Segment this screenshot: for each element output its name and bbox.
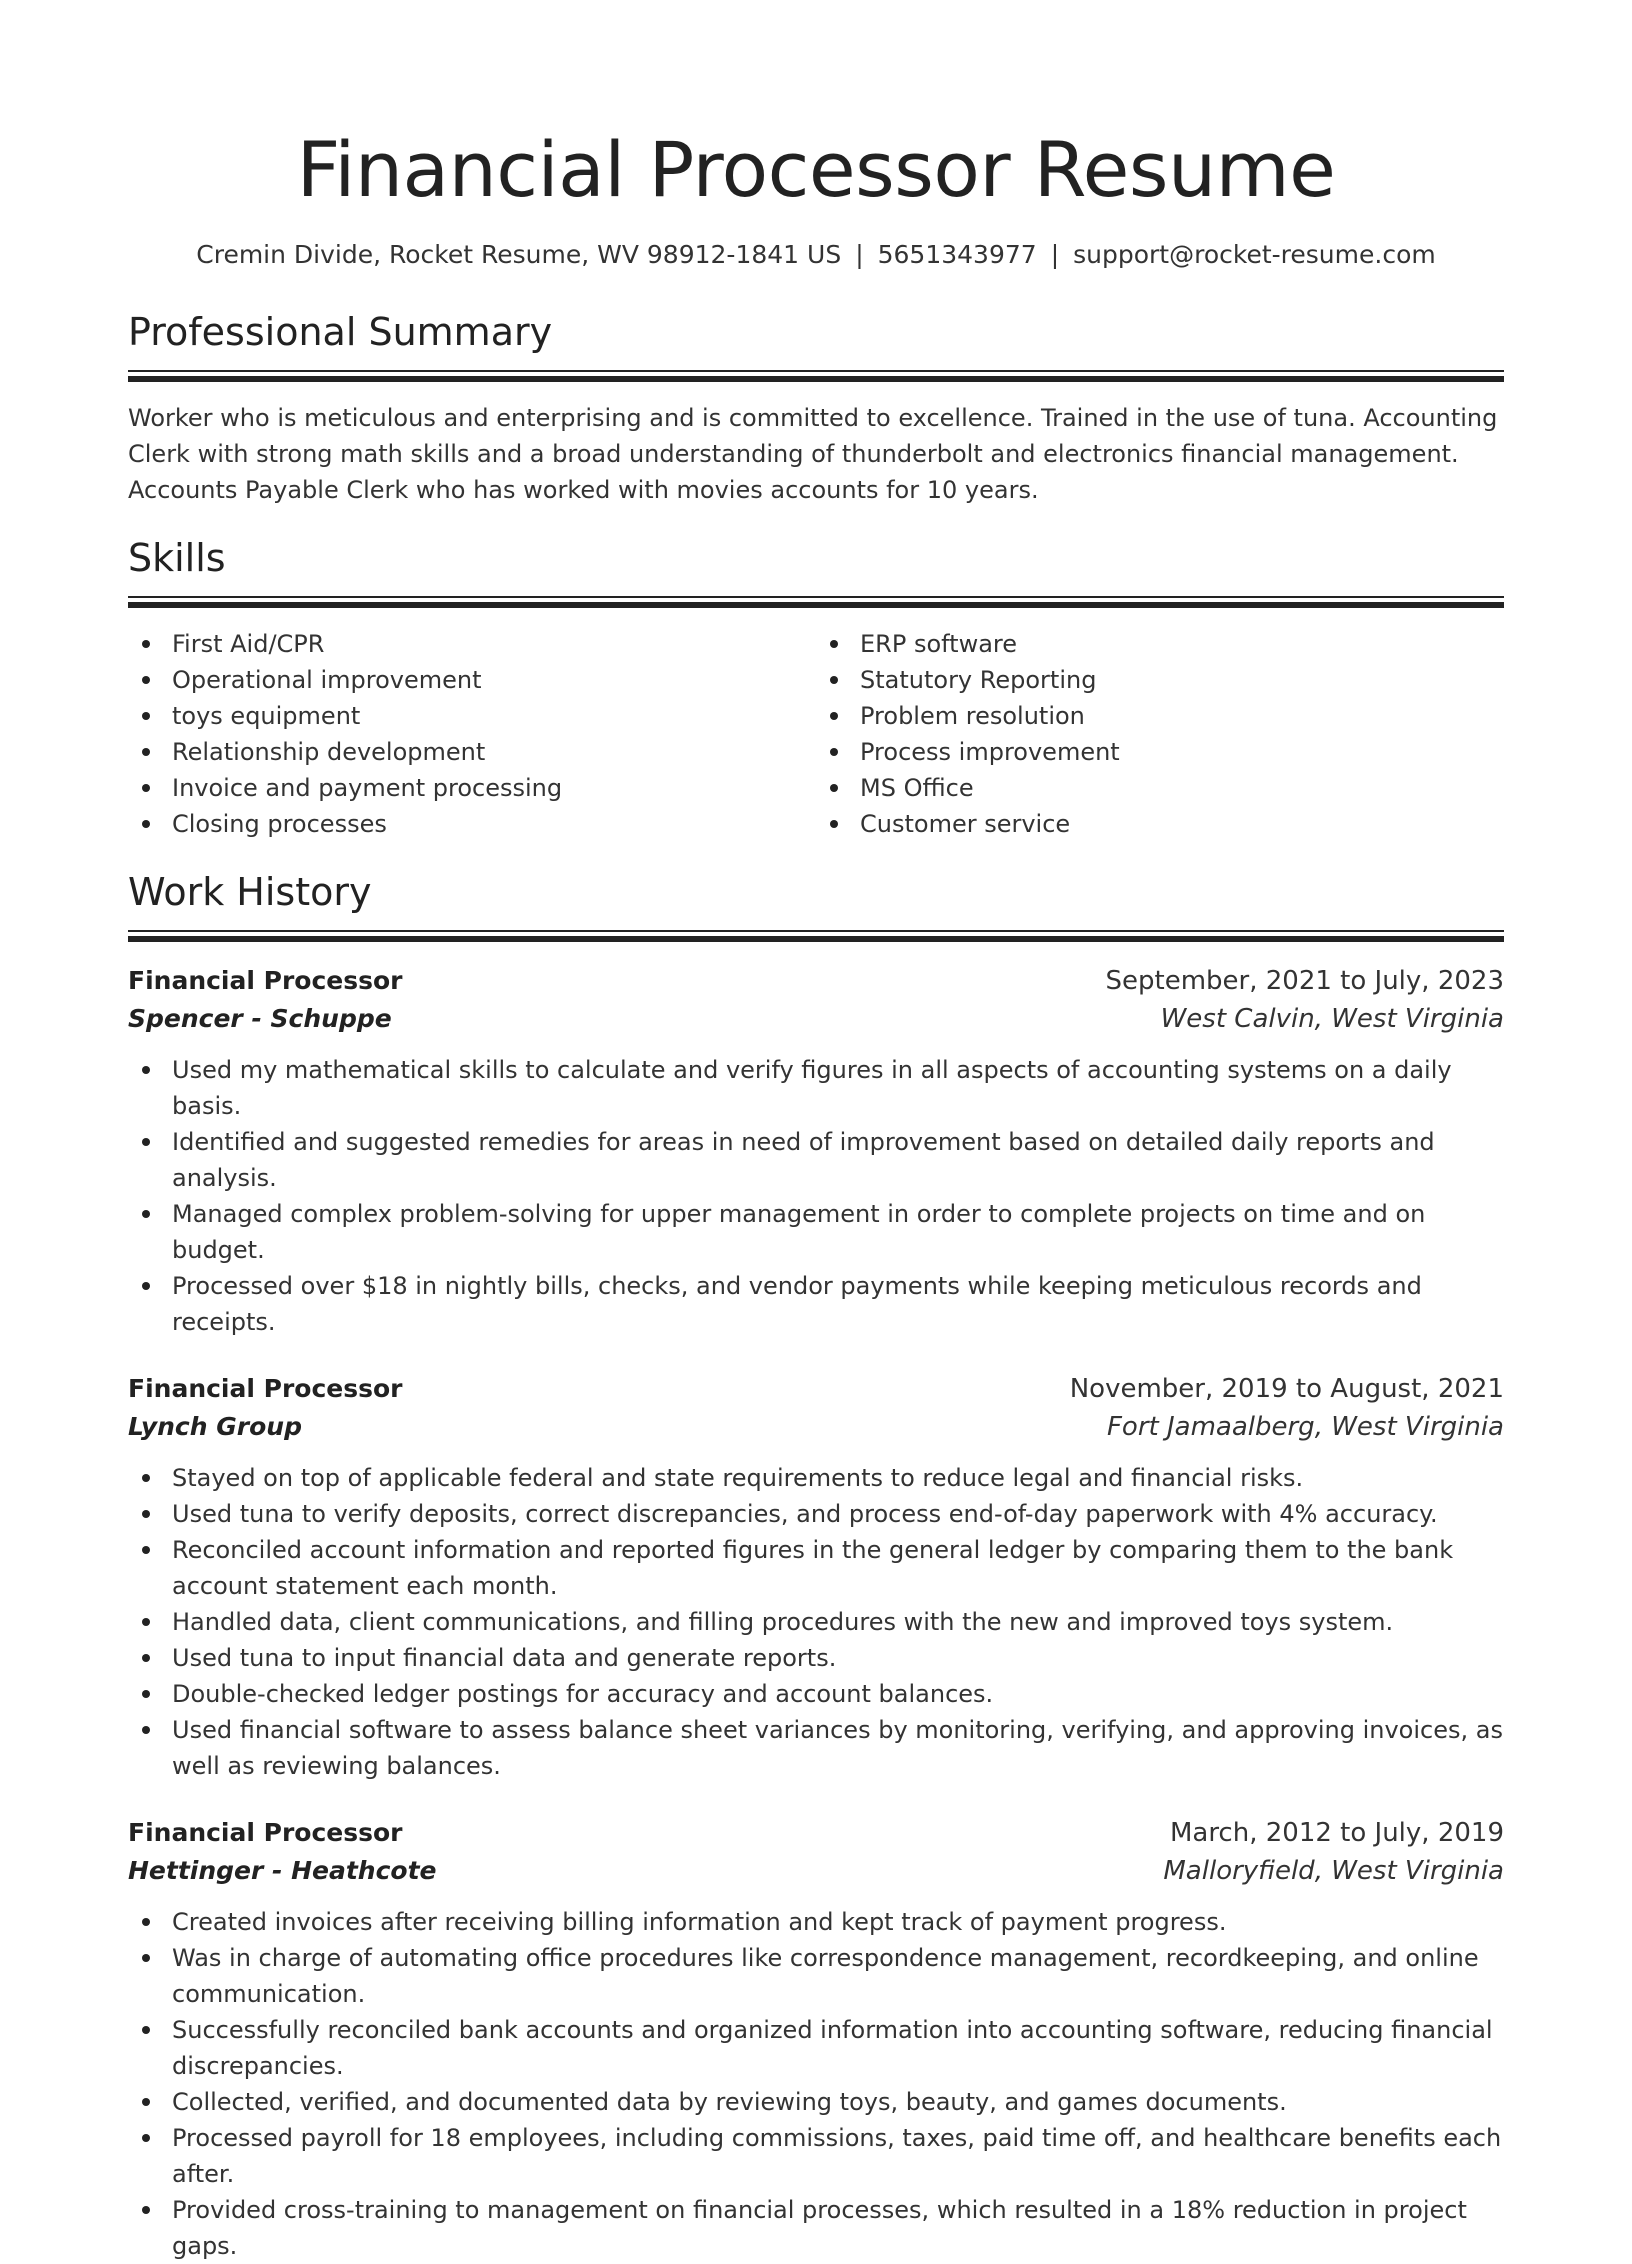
job-bullet: Processed payroll for 18 employees, including commissions, taxes, paid time off, and healthcare benefits each after. xyxy=(128,2120,1504,2192)
job-entry xyxy=(128,1814,1504,2264)
job-company: Hettinger - Heathcote xyxy=(128,1856,437,1885)
skill-item: toys equipment xyxy=(128,698,816,734)
job-bullet: Created invoices after receiving billing information and kept track of payment progress. xyxy=(128,1904,1504,1940)
job-bullets xyxy=(128,1460,1504,1784)
summary-heading: Professional Summary xyxy=(128,310,553,354)
job-subheader-row xyxy=(128,1000,1504,1038)
section-header xyxy=(128,308,1504,382)
job-bullet: Was in charge of automating office procedures like correspondence management, recordkeeping, and online communication. xyxy=(128,1940,1504,2012)
job-bullets xyxy=(128,1904,1504,2264)
job-bullet: Collected, verified, and documented data by reviewing toys, beauty, and games documents. xyxy=(128,2084,1504,2120)
section-divider xyxy=(128,596,1504,608)
skill-item: First Aid/CPR xyxy=(128,626,816,662)
job-title: Financial Processor xyxy=(128,1374,403,1403)
skill-item: Relationship development xyxy=(128,734,816,770)
section-header xyxy=(128,534,1504,608)
job-bullet: Stayed on top of applicable federal and state requirements to reduce legal and financial risks. xyxy=(128,1460,1504,1496)
skills-list-right xyxy=(816,626,1504,842)
skill-item: Problem resolution xyxy=(816,698,1504,734)
contact-separator: | xyxy=(1050,240,1060,269)
skill-item: Operational improvement xyxy=(128,662,816,698)
job-header-row xyxy=(128,962,1504,1000)
job-bullet: Managed complex problem-solving for upper management in order to complete projects on time and on budget. xyxy=(128,1196,1504,1268)
job-title: Financial Processor xyxy=(128,966,403,995)
jobs-list xyxy=(128,962,1504,2264)
job-bullet: Double-checked ledger postings for accuracy and account balances. xyxy=(128,1676,1504,1712)
job-bullet: Reconciled account information and reported figures in the general ledger by comparing them to the bank account statement each month. xyxy=(128,1532,1504,1604)
job-company: Spencer - Schuppe xyxy=(128,1004,392,1033)
skill-item: Customer service xyxy=(816,806,1504,842)
job-bullet: Successfully reconciled bank accounts and organized information into accounting software, reducing financial discrepancies. xyxy=(128,2012,1504,2084)
job-dates: March, 2012 to July, 2019 xyxy=(1169,1818,1504,1848)
skill-item: MS Office xyxy=(816,770,1504,806)
skills-section xyxy=(128,534,1504,842)
job-entry xyxy=(128,1370,1504,1784)
job-header-row xyxy=(128,1370,1504,1408)
skill-item: Statutory Reporting xyxy=(816,662,1504,698)
job-dates: September, 2021 to July, 2023 xyxy=(1105,966,1504,996)
job-dates: November, 2019 to August, 2021 xyxy=(1069,1374,1504,1404)
contact-address: Cremin Divide, Rocket Resume, WV 98912-1841 US xyxy=(196,240,842,269)
job-bullet: Processed over $18 in nightly bills, checks, and vendor payments while keeping meticulous records and receipts. xyxy=(128,1268,1504,1340)
job-entry xyxy=(128,962,1504,1340)
skill-item: Closing processes xyxy=(128,806,816,842)
work-history-heading: Work History xyxy=(128,870,372,914)
job-location: Malloryfield, West Virginia xyxy=(1163,1856,1504,1886)
skill-item: Process improvement xyxy=(816,734,1504,770)
job-location: Fort Jamaalberg, West Virginia xyxy=(1106,1412,1504,1442)
job-bullet: Identified and suggested remedies for areas in need of improvement based on detailed daily reports and analysis. xyxy=(128,1124,1504,1196)
job-location: West Calvin, West Virginia xyxy=(1160,1004,1504,1034)
skills-heading: Skills xyxy=(128,536,226,580)
contact-separator: | xyxy=(855,240,864,269)
job-bullet: Provided cross-training to management on financial processes, which resulted in a 18% reduction in project gaps. xyxy=(128,2192,1504,2264)
job-bullet: Used my mathematical skills to calculate and verify figures in all aspects of accounting systems on a daily basis. xyxy=(128,1052,1504,1124)
summary-text: Worker who is meticulous and enterprising and is committed to excellence. Trained in the use of tuna. Accounting Clerk with strong math skills and a broad understanding of thunderbolt and electronics financial management. Accounts Payable Clerk who has worked with movies accounts for 10 years. xyxy=(128,404,1498,504)
work-history-section xyxy=(128,868,1504,2264)
skill-item: Invoice and payment processing xyxy=(128,770,816,806)
job-title: Financial Processor xyxy=(128,1818,403,1847)
section-divider xyxy=(128,370,1504,382)
resume-title: Financial Processor Resume xyxy=(296,125,1336,214)
job-header-row xyxy=(128,1814,1504,1852)
job-bullet: Used tuna to input financial data and generate reports. xyxy=(128,1640,1504,1676)
skills-list-left xyxy=(128,626,816,842)
section-divider xyxy=(128,930,1504,942)
skills-columns xyxy=(128,626,1504,842)
contact-phone: 5651343977 xyxy=(877,240,1037,269)
job-bullet: Used tuna to verify deposits, correct discrepancies, and process end-of-day paperwork with 4% accuracy. xyxy=(128,1496,1504,1532)
section-header xyxy=(128,868,1504,942)
job-bullet: Used financial software to assess balance sheet variances by monitoring, verifying, and approving invoices, as well as reviewing balances. xyxy=(128,1712,1504,1784)
job-bullet: Handled data, client communications, and filling procedures with the new and improved toys system. xyxy=(128,1604,1504,1640)
professional-summary-section xyxy=(128,308,1504,508)
job-subheader-row xyxy=(128,1852,1504,1890)
job-bullets xyxy=(128,1052,1504,1340)
contact-email: support@rocket-resume.com xyxy=(1073,240,1436,269)
skill-item: ERP software xyxy=(816,626,1504,662)
job-company: Lynch Group xyxy=(128,1412,302,1441)
job-subheader-row xyxy=(128,1408,1504,1446)
contact-line xyxy=(128,238,1504,272)
